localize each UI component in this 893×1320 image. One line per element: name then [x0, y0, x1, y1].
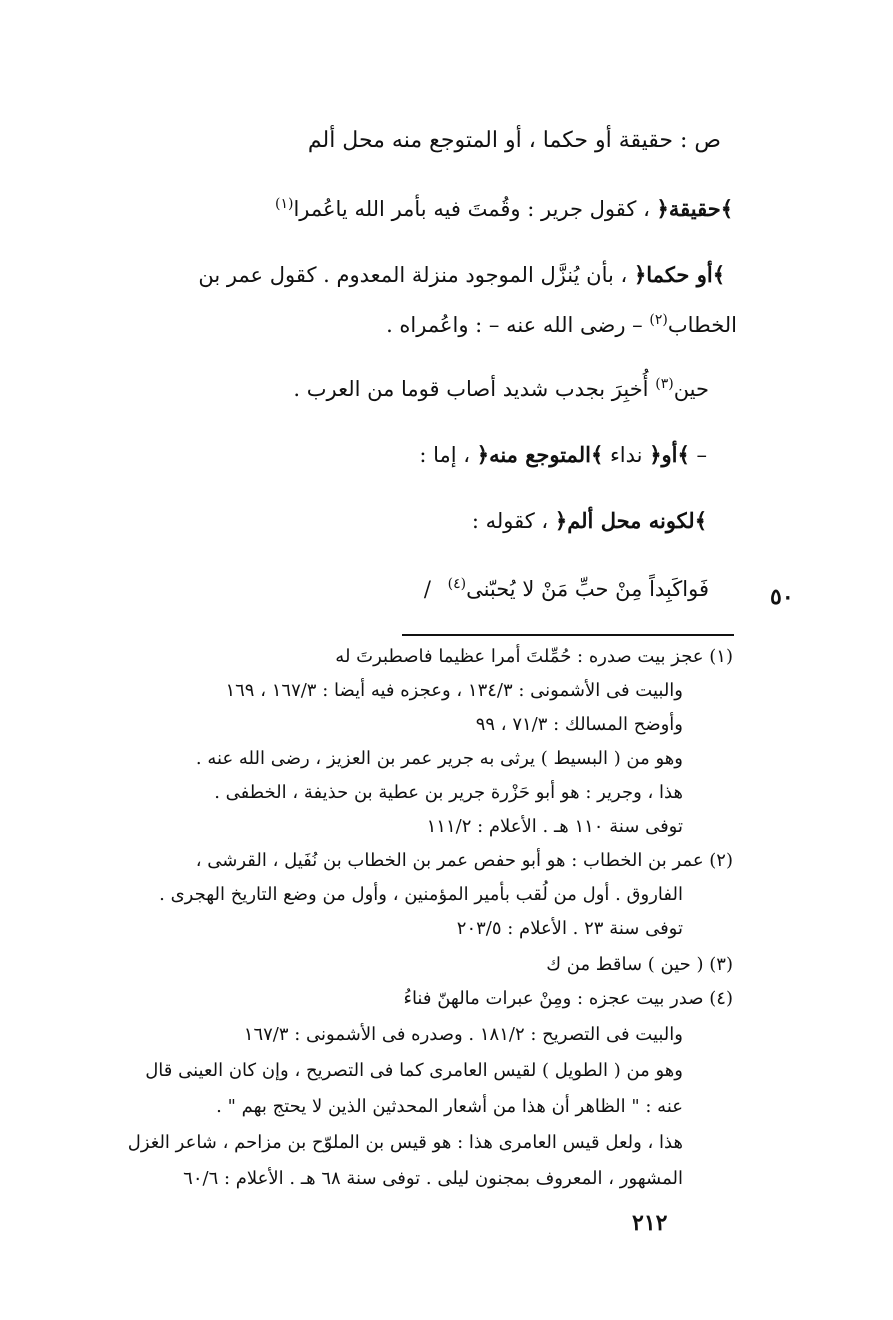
footnote-ref: (٢) [649, 312, 668, 328]
footnote-line: (٣) ( حين ) ساقط من ك [546, 954, 733, 975]
text: ، كقوله : [471, 509, 549, 533]
ornament-open: ﴾ [720, 196, 733, 221]
footnote-line: وهو من ( الطويل ) لقيس العامرى كما فى التصريح ، وإن كان العينى قال [145, 1060, 683, 1081]
main-line-4 [386, 312, 737, 337]
footnote-ref: (٤) [447, 576, 467, 592]
footnote-line: والبيت فى التصريح : ١٨١/٢ . وصدره فى الأشمونى : ١٦٧/٣ [243, 1024, 683, 1045]
ornament-close: ﴿ [476, 442, 490, 467]
footnote-line: وأوضح المسالك : ٧١/٣ ، ٩٩ [475, 714, 683, 735]
text: حين [673, 377, 709, 401]
footnote-line: والبيت فى الأشمونى : ١٣٤/٣ ، وعجزه فيه أيضا : ١٦٧/٣ ، ١٦٩ [225, 680, 683, 701]
footnote-line: وهو من ( البسيط ) يرثى به جرير عمر بن العزيز ، رضى الله عنه . [195, 748, 683, 769]
verse-text: فَواكَبِداً مِنْ حبِّ مَنْ لا يُحبّنى [466, 577, 709, 601]
verse-slash: / [423, 577, 431, 601]
footnote-ref: (١) [274, 196, 294, 212]
footnote-ref: (٣) [655, 376, 674, 392]
text: ، بأن يُنزَّل الموجود منزلة المعدوم . كقول عمر بن [198, 263, 628, 287]
verse-line [424, 576, 709, 601]
ornament-open: ﴾ [677, 442, 690, 467]
bold-term: أو [661, 442, 678, 467]
verse-number: ٥٠ [770, 584, 794, 610]
bold-term: أو حكما [646, 262, 713, 287]
ornament-close: ﴿ [554, 508, 568, 533]
text: نداء [609, 443, 643, 467]
ornament-close: ﴿ [656, 196, 669, 221]
ornament-close: ﴿ [633, 262, 647, 287]
text: ، كقول جرير : وقُمتَ فيه بأمر الله ياعُمرا [293, 197, 650, 221]
footnote-line: (١) عجز بيت صدره : حُمِّلتَ أمرا عظيما فاصطبرتَ له [335, 646, 733, 667]
ornament-close: ﴿ [649, 442, 662, 467]
footnote-line: المشهور ، المعروف بمجنون ليلى . توفى سنة ٦٨ هـ . الأعلام : ٦٠/٦ [183, 1168, 683, 1189]
footnote-line: هذا ، ولعل قيس العامرى هذا : هو قيس بن الملوّح بن مزاحم ، شاعر الغزل [127, 1132, 683, 1153]
main-line-6 [419, 442, 707, 467]
text: الخطاب [667, 313, 737, 337]
footnote-line: توفى سنة ٢٣ . الأعلام : ٢٠٣/٥ [456, 918, 683, 939]
ornament-open: ﴾ [590, 442, 604, 467]
main-line-1: ص : حقيقة أو حكما ، أو المتوجع منه محل ألم [307, 128, 721, 153]
bold-term: لكونه محل ألم [567, 508, 695, 533]
page-number: ٢١٢ [632, 1210, 668, 1236]
footnote-divider [402, 634, 734, 636]
footnote-line: هذا ، وجرير : هو أبو حَزْرة جرير بن عطية بن حذيفة ، الخطفى . [214, 782, 683, 803]
main-line-7 [472, 508, 707, 533]
text: ، إما : [419, 443, 471, 467]
bold-term: المتوجع منه [489, 442, 591, 467]
main-line-3 [198, 262, 725, 287]
footnote-line: توفى سنة ١١٠ هـ . الأعلام : ١١١/٢ [426, 816, 683, 837]
main-line-5 [293, 376, 709, 401]
main-line-2 [275, 196, 733, 221]
footnote-line: (٢) عمر بن الخطاب : هو أبو حفص عمر بن الخطاب بن نُفَيل ، القرشى ، [195, 850, 733, 871]
footnote-line: (٤) صدر بيت عجزه : ومِنْ عبرات مالهنّ فناءُ [403, 988, 733, 1009]
text: – [696, 443, 707, 467]
bold-term: حقيقة [668, 196, 721, 221]
ornament-open: ﴾ [694, 508, 707, 533]
text: أُخبِرَ بجدب شديد أصاب قوما من العرب . [293, 377, 649, 401]
ornament-open: ﴾ [712, 262, 725, 287]
footnote-line: الفاروق . أول من لُقب بأمير المؤمنين ، وأول من وضع التاريخ الهجرى . [159, 884, 683, 905]
footnote-line: عنه : " الظاهر أن هذا من أشعار المحدثين الذين لا يحتج بهم " . [216, 1096, 683, 1117]
text: – رضى الله عنه – : واعُمراه . [386, 313, 643, 337]
